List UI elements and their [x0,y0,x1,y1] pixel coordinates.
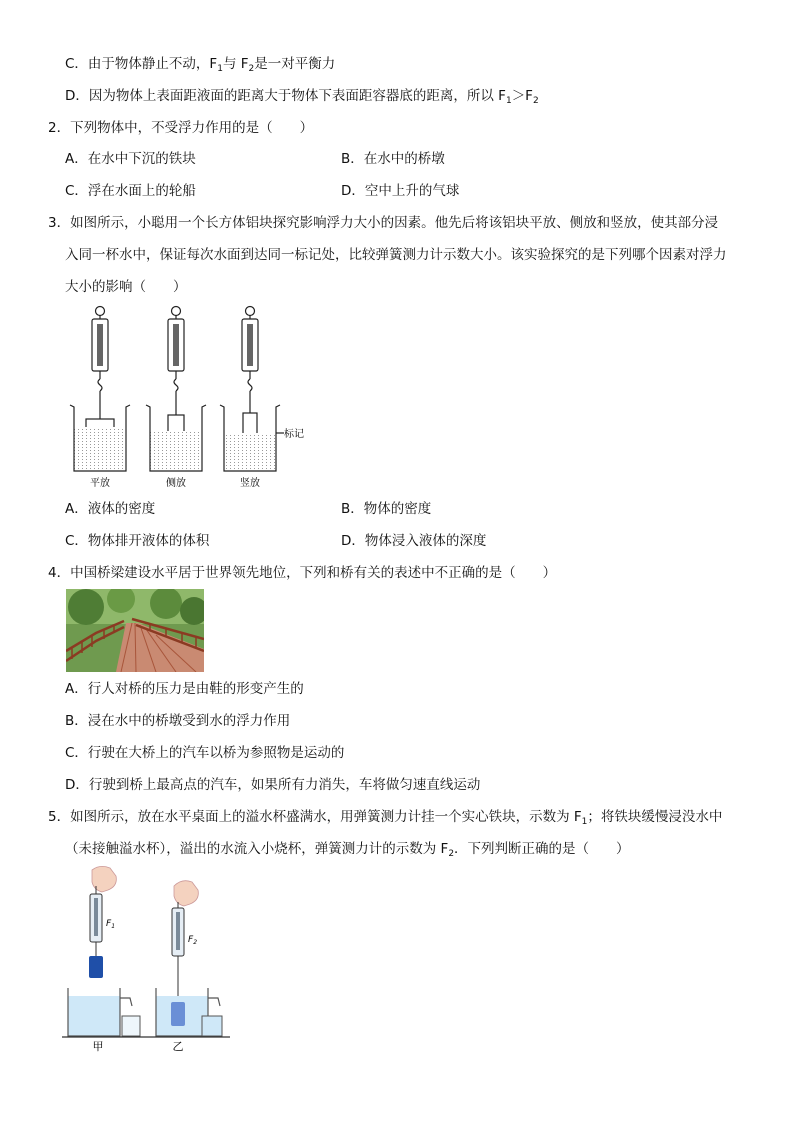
label-jia: 甲 [92,1040,104,1053]
q1-option-c [65,54,335,79]
subscript: 1 [217,64,223,74]
q3-option-c: C．物体排开液体的体积 [65,533,210,549]
q5-stem-line-1 [48,807,722,832]
q5-stem-text: ．下列判断正确的是（ ） [454,841,630,857]
label-side: 侧放 [166,478,186,489]
q5-stem-text: （未接触溢水杯），溢出的水流入小烧杯，弹簧测力计的示数为 F [65,841,449,857]
overflow-cup-right [156,988,222,1036]
q3-stem-line-2: 入同一杯水中，保证每次水面到达同一标记处，比较弹簧测力计示数大小。该实验探究的是下列哪个因素对浮力 [65,247,727,263]
q3-option-b: B．物体的密度 [341,501,432,517]
q4-option-b: B．浸在水中的桥墩受到水的浮力作用 [65,713,291,729]
f2-label: $F_2$ [188,935,198,946]
f1-label: $F_1$ [106,919,116,930]
subscript: 1 [505,96,512,106]
label-yi: 乙 [172,1040,184,1053]
q4-option-a: A．行人对桥的压力是由鞋的形变产生的 [65,681,304,697]
q3-stem-line-1: 3．如图所示，小聪用一个长方体铝块探究影响浮力大小的因素。他先后将该铝块平放、侧放和竖放，使其部分浸 [48,215,719,231]
iron-block-left [89,956,103,978]
q2-option-c: C．浮在水面上的轮船 [65,183,196,199]
q1-option-c-text: 是一对平衡力 [254,56,336,72]
q3-stem-line-3: 大小的影响（ ） [65,279,187,295]
q5-overflow-cup-figure [62,864,237,1054]
spring-scale-side [168,307,184,438]
subscript: 2 [248,64,255,74]
q5-stem-line-2 [65,839,630,864]
label-vertical: 竖放 [240,478,260,489]
q1-option-d-text: D．因为物体上表面距液面的距离大于物体下表面距容器底的距离，所以 F [65,88,506,104]
subscript: 1 [581,817,588,827]
q3-option-d: D．物体浸入液体的深度 [341,533,487,549]
q2-option-b: B．在水中的桥墩 [341,151,445,167]
q4-bridge-photo [66,589,204,672]
spring-scale-flat [86,307,114,434]
q1-option-d [65,86,539,111]
q2-option-a: A．在水中下沉的铁块 [65,151,196,167]
q3-spring-scale-figure [62,303,312,493]
q1-option-c-text: 与 F [222,56,249,72]
q3-option-a: A．液体的密度 [65,501,156,517]
q4-option-c: C．行驶在大桥上的汽车以桥为参照物是运动的 [65,745,345,761]
q4-option-d: D．行驶到桥上最高点的汽车，如果所有力消失，车将做匀速直线运动 [65,777,481,793]
label-mark: 标记 [284,429,304,440]
q1-option-c-text: C．由于物体静止不动，F [65,56,218,72]
q1-option-d-text: ＞F [511,88,533,104]
subscript: 2 [448,849,455,859]
subscript: 2 [532,96,539,106]
q5-stem-text: ；将铁块缓慢浸没水中 [587,809,723,825]
q2-option-d: D．空中上升的气球 [341,183,460,199]
overflow-cup-left [68,988,140,1036]
label-flat: 平放 [90,478,110,489]
q5-stem-text: 5．如图所示，放在水平桌面上的溢水杯盛满水，用弹簧测力计挂一个实心铁块，示数为 F [48,809,582,825]
q2-stem: 2．下列物体中，不受浮力作用的是（ ） [48,120,314,136]
spring-scale-vertical [242,307,258,444]
q4-stem: 4．中国桥梁建设水平居于世界领先地位，下列和桥有关的表述中不正确的是（ ） [48,565,557,581]
